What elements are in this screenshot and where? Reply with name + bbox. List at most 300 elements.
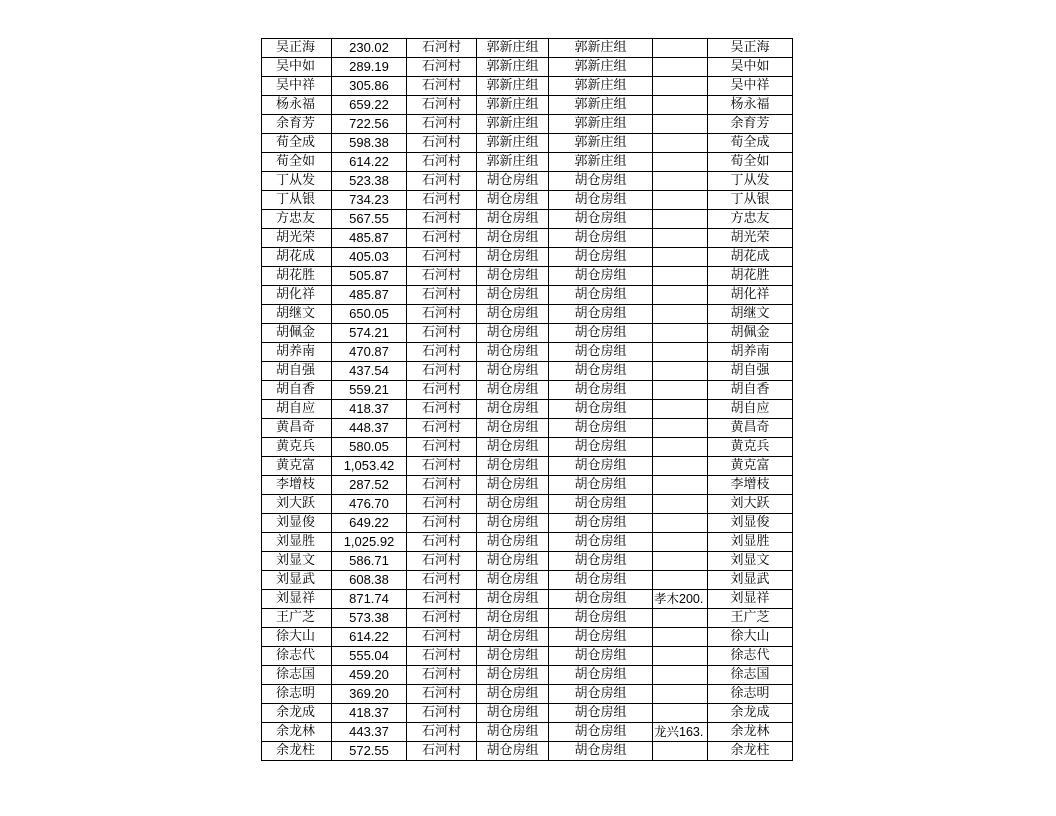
group-cell: 胡仓房组 xyxy=(477,666,549,685)
amount-cell: 230.02 xyxy=(332,39,407,58)
group-cell-2: 郭新庄组 xyxy=(549,77,653,96)
name-cell-2: 胡佩金 xyxy=(708,324,793,343)
name-cell: 徐志代 xyxy=(262,647,332,666)
table-row xyxy=(262,210,793,229)
table-row xyxy=(262,286,793,305)
name-cell: 徐志国 xyxy=(262,666,332,685)
table-row xyxy=(262,96,793,115)
group-cell: 胡仓房组 xyxy=(477,419,549,438)
name-cell-2: 荀全成 xyxy=(708,134,793,153)
table-row xyxy=(262,229,793,248)
note-cell xyxy=(653,362,708,381)
village-cell: 石河村 xyxy=(407,704,477,723)
amount-cell: 659.22 xyxy=(332,96,407,115)
note-cell xyxy=(653,39,708,58)
name-cell-2: 余龙成 xyxy=(708,704,793,723)
village-cell: 石河村 xyxy=(407,153,477,172)
amount-cell: 586.71 xyxy=(332,552,407,571)
group-cell-2: 胡仓房组 xyxy=(549,267,653,286)
name-cell: 余龙柱 xyxy=(262,742,332,761)
amount-cell: 722.56 xyxy=(332,115,407,134)
note-cell xyxy=(653,552,708,571)
group-cell: 郭新庄组 xyxy=(477,77,549,96)
amount-cell: 559.21 xyxy=(332,381,407,400)
name-cell-2: 胡光荣 xyxy=(708,229,793,248)
group-cell: 胡仓房组 xyxy=(477,533,549,552)
group-cell-2: 胡仓房组 xyxy=(549,457,653,476)
group-cell-2: 胡仓房组 xyxy=(549,419,653,438)
group-cell-2: 胡仓房组 xyxy=(549,666,653,685)
name-cell-2: 胡自应 xyxy=(708,400,793,419)
village-cell: 石河村 xyxy=(407,609,477,628)
name-cell: 胡佩金 xyxy=(262,324,332,343)
village-cell: 石河村 xyxy=(407,552,477,571)
group-cell-2: 胡仓房组 xyxy=(549,742,653,761)
village-cell: 石河村 xyxy=(407,39,477,58)
note-cell xyxy=(653,514,708,533)
note-cell xyxy=(653,609,708,628)
group-cell-2: 胡仓房组 xyxy=(549,362,653,381)
name-cell: 黄克兵 xyxy=(262,438,332,457)
table-row xyxy=(262,647,793,666)
amount-cell: 476.70 xyxy=(332,495,407,514)
note-cell xyxy=(653,210,708,229)
table-row xyxy=(262,362,793,381)
amount-cell: 287.52 xyxy=(332,476,407,495)
village-cell: 石河村 xyxy=(407,191,477,210)
name-cell: 胡花成 xyxy=(262,248,332,267)
group-cell-2: 胡仓房组 xyxy=(549,628,653,647)
group-cell: 胡仓房组 xyxy=(477,438,549,457)
note-cell: 孝木200. xyxy=(653,590,708,609)
note-cell xyxy=(653,400,708,419)
table-row xyxy=(262,723,793,742)
table-row xyxy=(262,39,793,58)
name-cell: 徐志明 xyxy=(262,685,332,704)
group-cell: 胡仓房组 xyxy=(477,495,549,514)
group-cell-2: 胡仓房组 xyxy=(549,305,653,324)
name-cell-2: 胡花成 xyxy=(708,248,793,267)
village-cell: 石河村 xyxy=(407,115,477,134)
amount-cell: 580.05 xyxy=(332,438,407,457)
amount-cell: 573.38 xyxy=(332,609,407,628)
group-cell-2: 郭新庄组 xyxy=(549,134,653,153)
note-cell xyxy=(653,115,708,134)
note-cell xyxy=(653,324,708,343)
note-cell xyxy=(653,533,708,552)
name-cell-2: 杨永福 xyxy=(708,96,793,115)
amount-cell: 567.55 xyxy=(332,210,407,229)
village-cell: 石河村 xyxy=(407,305,477,324)
amount-cell: 418.37 xyxy=(332,704,407,723)
group-cell: 胡仓房组 xyxy=(477,647,549,666)
group-cell: 胡仓房组 xyxy=(477,571,549,590)
name-cell: 刘显胜 xyxy=(262,533,332,552)
amount-cell: 289.19 xyxy=(332,58,407,77)
name-cell: 刘显文 xyxy=(262,552,332,571)
group-cell-2: 胡仓房组 xyxy=(549,324,653,343)
table-row xyxy=(262,153,793,172)
village-cell: 石河村 xyxy=(407,58,477,77)
name-cell-2: 徐志明 xyxy=(708,685,793,704)
table-row xyxy=(262,628,793,647)
name-cell: 胡花胜 xyxy=(262,267,332,286)
name-cell: 胡养南 xyxy=(262,343,332,362)
table-row xyxy=(262,115,793,134)
name-cell: 黄克富 xyxy=(262,457,332,476)
name-cell-2: 刘显文 xyxy=(708,552,793,571)
note-cell xyxy=(653,571,708,590)
group-cell-2: 胡仓房组 xyxy=(549,191,653,210)
amount-cell: 614.22 xyxy=(332,153,407,172)
group-cell-2: 胡仓房组 xyxy=(549,286,653,305)
name-cell-2: 刘显武 xyxy=(708,571,793,590)
village-cell: 石河村 xyxy=(407,685,477,704)
amount-cell: 598.38 xyxy=(332,134,407,153)
table-row xyxy=(262,58,793,77)
group-cell: 胡仓房组 xyxy=(477,685,549,704)
group-cell: 郭新庄组 xyxy=(477,96,549,115)
amount-cell: 650.05 xyxy=(332,305,407,324)
village-cell: 石河村 xyxy=(407,438,477,457)
name-cell-2: 吴正海 xyxy=(708,39,793,58)
group-cell-2: 胡仓房组 xyxy=(549,172,653,191)
name-cell-2: 刘大跃 xyxy=(708,495,793,514)
table-row xyxy=(262,419,793,438)
table-row xyxy=(262,438,793,457)
table-row xyxy=(262,742,793,761)
village-cell: 石河村 xyxy=(407,96,477,115)
amount-cell: 734.23 xyxy=(332,191,407,210)
group-cell-2: 郭新庄组 xyxy=(549,115,653,134)
group-cell-2: 胡仓房组 xyxy=(549,400,653,419)
table-row xyxy=(262,267,793,286)
note-cell xyxy=(653,172,708,191)
amount-cell: 505.87 xyxy=(332,267,407,286)
group-cell-2: 胡仓房组 xyxy=(549,343,653,362)
village-cell: 石河村 xyxy=(407,476,477,495)
village-cell: 石河村 xyxy=(407,77,477,96)
village-cell: 石河村 xyxy=(407,324,477,343)
amount-cell: 574.21 xyxy=(332,324,407,343)
village-cell: 石河村 xyxy=(407,419,477,438)
name-cell: 刘大跃 xyxy=(262,495,332,514)
note-cell xyxy=(653,248,708,267)
amount-cell: 418.37 xyxy=(332,400,407,419)
note-cell xyxy=(653,685,708,704)
name-cell: 胡光荣 xyxy=(262,229,332,248)
name-cell-2: 徐志国 xyxy=(708,666,793,685)
village-cell: 石河村 xyxy=(407,229,477,248)
name-cell: 刘显俊 xyxy=(262,514,332,533)
group-cell: 胡仓房组 xyxy=(477,343,549,362)
group-cell-2: 胡仓房组 xyxy=(549,210,653,229)
name-cell-2: 丁从发 xyxy=(708,172,793,191)
name-cell: 胡自强 xyxy=(262,362,332,381)
note-cell xyxy=(653,267,708,286)
note-cell xyxy=(653,476,708,495)
note-cell xyxy=(653,191,708,210)
name-cell-2: 胡养南 xyxy=(708,343,793,362)
name-cell-2: 刘显祥 xyxy=(708,590,793,609)
village-cell: 石河村 xyxy=(407,457,477,476)
table-row xyxy=(262,457,793,476)
group-cell: 胡仓房组 xyxy=(477,400,549,419)
group-cell: 郭新庄组 xyxy=(477,58,549,77)
note-cell xyxy=(653,58,708,77)
village-cell: 石河村 xyxy=(407,533,477,552)
name-cell: 胡化祥 xyxy=(262,286,332,305)
table-row xyxy=(262,666,793,685)
name-cell: 方忠友 xyxy=(262,210,332,229)
group-cell: 胡仓房组 xyxy=(477,229,549,248)
group-cell: 郭新庄组 xyxy=(477,115,549,134)
group-cell: 胡仓房组 xyxy=(477,210,549,229)
name-cell-2: 胡化祥 xyxy=(708,286,793,305)
amount-cell: 572.55 xyxy=(332,742,407,761)
name-cell: 余育芳 xyxy=(262,115,332,134)
group-cell: 胡仓房组 xyxy=(477,267,549,286)
group-cell: 胡仓房组 xyxy=(477,248,549,267)
name-cell-2: 余育芳 xyxy=(708,115,793,134)
village-cell: 石河村 xyxy=(407,495,477,514)
table-row xyxy=(262,172,793,191)
name-cell-2: 徐大山 xyxy=(708,628,793,647)
table-row xyxy=(262,248,793,267)
amount-cell: 649.22 xyxy=(332,514,407,533)
group-cell: 胡仓房组 xyxy=(477,609,549,628)
village-cell: 石河村 xyxy=(407,172,477,191)
amount-cell: 614.22 xyxy=(332,628,407,647)
village-cell: 石河村 xyxy=(407,647,477,666)
amount-cell: 485.87 xyxy=(332,286,407,305)
name-cell: 吴中祥 xyxy=(262,77,332,96)
table-row xyxy=(262,552,793,571)
village-cell: 石河村 xyxy=(407,514,477,533)
group-cell: 郭新庄组 xyxy=(477,153,549,172)
note-cell xyxy=(653,343,708,362)
amount-cell: 1,025.92 xyxy=(332,533,407,552)
name-cell: 胡自香 xyxy=(262,381,332,400)
table-row xyxy=(262,685,793,704)
name-cell-2: 刘显胜 xyxy=(708,533,793,552)
name-cell-2: 刘显俊 xyxy=(708,514,793,533)
group-cell: 胡仓房组 xyxy=(477,381,549,400)
village-cell: 石河村 xyxy=(407,571,477,590)
group-cell-2: 胡仓房组 xyxy=(549,495,653,514)
note-cell xyxy=(653,704,708,723)
note-cell: 龙兴163. xyxy=(653,723,708,742)
village-cell: 石河村 xyxy=(407,362,477,381)
name-cell: 刘显武 xyxy=(262,571,332,590)
name-cell-2: 徐志代 xyxy=(708,647,793,666)
group-cell-2: 胡仓房组 xyxy=(549,609,653,628)
group-cell-2: 胡仓房组 xyxy=(549,438,653,457)
group-cell-2: 胡仓房组 xyxy=(549,685,653,704)
table-row xyxy=(262,495,793,514)
table-row xyxy=(262,381,793,400)
note-cell xyxy=(653,647,708,666)
amount-cell: 485.87 xyxy=(332,229,407,248)
amount-cell: 443.37 xyxy=(332,723,407,742)
name-cell: 荀全成 xyxy=(262,134,332,153)
name-cell: 丁从发 xyxy=(262,172,332,191)
village-cell: 石河村 xyxy=(407,628,477,647)
name-cell: 刘显祥 xyxy=(262,590,332,609)
table-row xyxy=(262,191,793,210)
name-cell-2: 胡花胜 xyxy=(708,267,793,286)
name-cell: 吴正海 xyxy=(262,39,332,58)
name-cell-2: 胡自香 xyxy=(708,381,793,400)
amount-cell: 459.20 xyxy=(332,666,407,685)
village-cell: 石河村 xyxy=(407,590,477,609)
note-cell xyxy=(653,381,708,400)
table-row xyxy=(262,324,793,343)
group-cell-2: 郭新庄组 xyxy=(549,96,653,115)
name-cell-2: 胡自强 xyxy=(708,362,793,381)
amount-cell: 369.20 xyxy=(332,685,407,704)
amount-cell: 448.37 xyxy=(332,419,407,438)
name-cell: 吴中如 xyxy=(262,58,332,77)
group-cell-2: 郭新庄组 xyxy=(549,153,653,172)
name-cell: 黄昌奇 xyxy=(262,419,332,438)
village-cell: 石河村 xyxy=(407,134,477,153)
group-cell: 胡仓房组 xyxy=(477,704,549,723)
group-cell-2: 胡仓房组 xyxy=(549,590,653,609)
group-cell: 郭新庄组 xyxy=(477,134,549,153)
note-cell xyxy=(653,495,708,514)
group-cell-2: 胡仓房组 xyxy=(549,533,653,552)
amount-cell: 470.87 xyxy=(332,343,407,362)
data-table xyxy=(261,38,793,761)
note-cell xyxy=(653,742,708,761)
group-cell-2: 胡仓房组 xyxy=(549,381,653,400)
table-row xyxy=(262,343,793,362)
amount-cell: 305.86 xyxy=(332,77,407,96)
amount-cell: 1,053.42 xyxy=(332,457,407,476)
table-row xyxy=(262,400,793,419)
group-cell-2: 胡仓房组 xyxy=(549,647,653,666)
note-cell xyxy=(653,305,708,324)
name-cell-2: 李增枝 xyxy=(708,476,793,495)
group-cell: 胡仓房组 xyxy=(477,476,549,495)
name-cell: 李增枝 xyxy=(262,476,332,495)
group-cell-2: 郭新庄组 xyxy=(549,39,653,58)
table-row xyxy=(262,514,793,533)
group-cell: 胡仓房组 xyxy=(477,457,549,476)
amount-cell: 871.74 xyxy=(332,590,407,609)
table-body xyxy=(262,39,793,761)
group-cell: 胡仓房组 xyxy=(477,324,549,343)
group-cell: 胡仓房组 xyxy=(477,514,549,533)
group-cell-2: 胡仓房组 xyxy=(549,723,653,742)
table-row xyxy=(262,704,793,723)
group-cell: 胡仓房组 xyxy=(477,305,549,324)
name-cell: 胡继文 xyxy=(262,305,332,324)
group-cell: 胡仓房组 xyxy=(477,172,549,191)
amount-cell: 523.38 xyxy=(332,172,407,191)
note-cell xyxy=(653,286,708,305)
village-cell: 石河村 xyxy=(407,343,477,362)
village-cell: 石河村 xyxy=(407,248,477,267)
name-cell-2: 吴中祥 xyxy=(708,77,793,96)
name-cell: 徐大山 xyxy=(262,628,332,647)
table-row xyxy=(262,609,793,628)
village-cell: 石河村 xyxy=(407,381,477,400)
group-cell: 胡仓房组 xyxy=(477,590,549,609)
amount-cell: 437.54 xyxy=(332,362,407,381)
group-cell-2: 胡仓房组 xyxy=(549,229,653,248)
group-cell-2: 胡仓房组 xyxy=(549,248,653,267)
name-cell-2: 荀全如 xyxy=(708,153,793,172)
name-cell-2: 余龙林 xyxy=(708,723,793,742)
group-cell: 胡仓房组 xyxy=(477,742,549,761)
name-cell: 胡自应 xyxy=(262,400,332,419)
name-cell: 王广芝 xyxy=(262,609,332,628)
group-cell: 胡仓房组 xyxy=(477,286,549,305)
note-cell xyxy=(653,419,708,438)
note-cell xyxy=(653,77,708,96)
table-row xyxy=(262,77,793,96)
village-cell: 石河村 xyxy=(407,400,477,419)
table-row xyxy=(262,533,793,552)
group-cell-2: 胡仓房组 xyxy=(549,514,653,533)
name-cell-2: 黄克兵 xyxy=(708,438,793,457)
group-cell-2: 郭新庄组 xyxy=(549,58,653,77)
amount-cell: 608.38 xyxy=(332,571,407,590)
table-row xyxy=(262,134,793,153)
table-row xyxy=(262,590,793,609)
table-row xyxy=(262,476,793,495)
name-cell: 杨永福 xyxy=(262,96,332,115)
group-cell-2: 胡仓房组 xyxy=(549,476,653,495)
group-cell: 胡仓房组 xyxy=(477,362,549,381)
name-cell: 荀全如 xyxy=(262,153,332,172)
amount-cell: 555.04 xyxy=(332,647,407,666)
group-cell: 胡仓房组 xyxy=(477,628,549,647)
village-cell: 石河村 xyxy=(407,723,477,742)
group-cell-2: 胡仓房组 xyxy=(549,552,653,571)
name-cell-2: 吴中如 xyxy=(708,58,793,77)
table-row xyxy=(262,571,793,590)
name-cell-2: 胡继文 xyxy=(708,305,793,324)
name-cell-2: 黄昌奇 xyxy=(708,419,793,438)
group-cell: 胡仓房组 xyxy=(477,552,549,571)
group-cell-2: 胡仓房组 xyxy=(549,704,653,723)
note-cell xyxy=(653,134,708,153)
note-cell xyxy=(653,96,708,115)
group-cell: 胡仓房组 xyxy=(477,723,549,742)
note-cell xyxy=(653,229,708,248)
name-cell-2: 余龙柱 xyxy=(708,742,793,761)
note-cell xyxy=(653,153,708,172)
group-cell-2: 胡仓房组 xyxy=(549,571,653,590)
name-cell: 余龙成 xyxy=(262,704,332,723)
name-cell-2: 黄克富 xyxy=(708,457,793,476)
group-cell: 郭新庄组 xyxy=(477,39,549,58)
village-cell: 石河村 xyxy=(407,267,477,286)
name-cell-2: 王广芝 xyxy=(708,609,793,628)
village-cell: 石河村 xyxy=(407,210,477,229)
village-cell: 石河村 xyxy=(407,286,477,305)
name-cell-2: 方忠友 xyxy=(708,210,793,229)
name-cell: 余龙林 xyxy=(262,723,332,742)
group-cell: 胡仓房组 xyxy=(477,191,549,210)
note-cell xyxy=(653,628,708,647)
amount-cell: 405.03 xyxy=(332,248,407,267)
village-cell: 石河村 xyxy=(407,742,477,761)
village-cell: 石河村 xyxy=(407,666,477,685)
